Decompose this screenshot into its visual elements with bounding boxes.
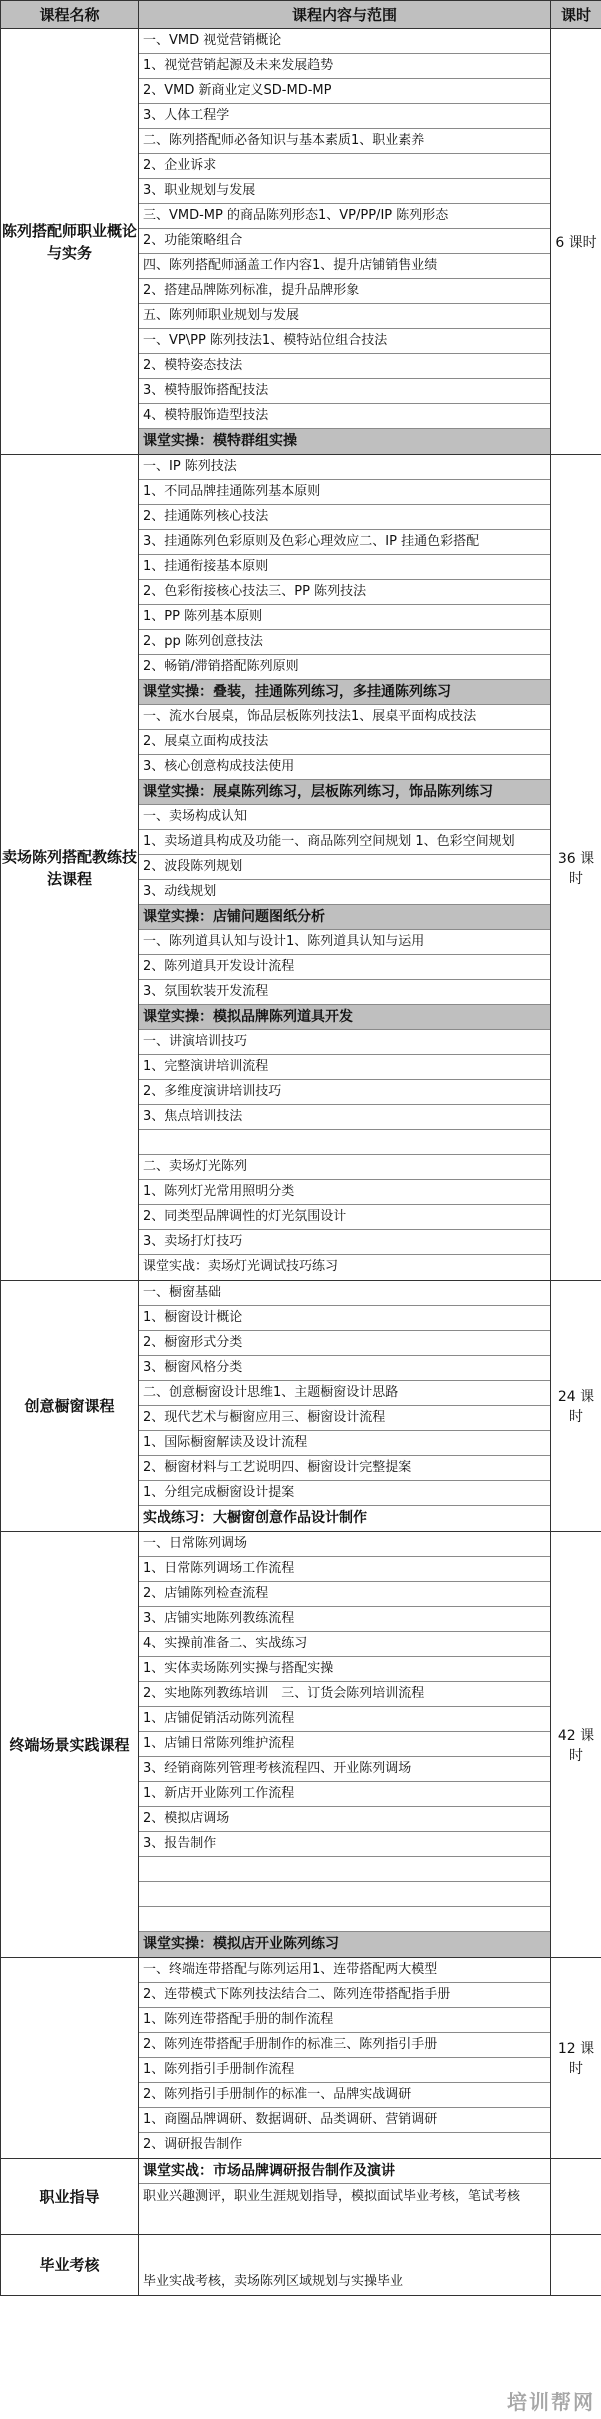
- career-hours-cell: [551, 2159, 601, 2235]
- content-row: 一、卖场构成认知: [139, 805, 550, 830]
- course-name-cell: 创意橱窗课程: [1, 1281, 139, 1532]
- practice-row: 课堂实操：店铺问题图纸分析: [139, 905, 550, 930]
- content-row: 1、分组完成橱窗设计提案: [139, 1481, 550, 1506]
- content-row: 2、展桌立面构成技法: [139, 730, 550, 755]
- content-row: 1、不同品牌挂通陈列基本原则: [139, 480, 550, 505]
- practice-row: 课堂实操：叠装，挂通陈列练习，多挂通陈列练习: [139, 680, 550, 705]
- course-hours-cell: 36 课时: [551, 455, 601, 1281]
- content-row: 2、同类型品牌调性的灯光氛围设计: [139, 1205, 550, 1230]
- content-row: 2、色彩衔接核心技法三、PP 陈列技法: [139, 580, 550, 605]
- content-row: 1、陈列连带搭配手册的制作流程: [139, 2008, 550, 2033]
- content-row: 3、动线规划: [139, 880, 550, 905]
- content-row: 3、经销商陈列管理考核流程四、开业陈列调场: [139, 1757, 550, 1782]
- content-row: 2、pp 陈列创意技法: [139, 630, 550, 655]
- header-hours: 课时: [551, 1, 601, 29]
- content-row: 2、陈列连带搭配手册制作的标准三、陈列指引手册: [139, 2033, 550, 2058]
- course-name-cell: 陈列搭配师职业概论与实务: [1, 29, 139, 455]
- course-table-body: [1, 29, 601, 2296]
- content-row: 一、VMD 视觉营销概论: [139, 29, 550, 54]
- content-row: 3、卖场打灯技巧: [139, 1230, 550, 1255]
- content-row: 3、职业规划与发展: [139, 179, 550, 204]
- content-row: 2、多维度演讲培训技巧: [139, 1080, 550, 1105]
- content-row: 1、PP 陈列基本原则: [139, 605, 550, 630]
- content-row: 二、创意橱窗设计思维1、主题橱窗设计思路: [139, 1381, 550, 1406]
- career-guidance-row: [1, 2159, 601, 2235]
- content-row: 一、终端连带搭配与陈列运用1、连带搭配两大模型: [139, 1958, 550, 1983]
- content-row: 一、陈列道具认知与设计1、陈列道具认知与运用: [139, 930, 550, 955]
- content-row: 4、模特服饰造型技法: [139, 404, 550, 429]
- course-section-row: [1, 1958, 601, 2159]
- content-row: 2、店铺陈列检查流程: [139, 1582, 550, 1607]
- course-hours-cell: 6 课时: [551, 29, 601, 455]
- graduation-content-cell: [139, 2235, 551, 2296]
- content-row: 1、日常陈列调场工作流程: [139, 1557, 550, 1582]
- content-row: 3、报告制作: [139, 1832, 550, 1857]
- content-row: 1、店铺促销活动陈列流程: [139, 1707, 550, 1732]
- course-section-row: [1, 1281, 601, 1532]
- course-content-cell: [139, 29, 551, 455]
- course-section-row: [1, 29, 601, 455]
- empty-row: [139, 1130, 550, 1155]
- content-row: 1、挂通衔接基本原则: [139, 555, 550, 580]
- content-row: 1、卖场道具构成及功能一、商品陈列空间规划 1、色彩空间规划: [139, 830, 550, 855]
- content-row: 3、橱窗风格分类: [139, 1356, 550, 1381]
- career-guidance-text: 职业兴趣测评，职业生涯规划指导，模拟面试毕业考核，笔试考核: [143, 2189, 521, 2204]
- graduation-hours-cell: [551, 2235, 601, 2296]
- practice-row: 课堂实操：展桌陈列练习，层板陈列练习，饰品陈列练习: [139, 780, 550, 805]
- content-row: 课堂实战：卖场灯光调试技巧练习: [143, 1259, 339, 1274]
- course-name-cell: 卖场陈列搭配教练技法课程: [1, 455, 139, 1281]
- content-row: 3、挂通陈列色彩原则及色彩心理效应二、IP 挂通色彩搭配: [139, 530, 550, 555]
- practice-row: 课堂实操：模特群组实操: [139, 429, 550, 454]
- content-row: 一、VP\PP 陈列技法1、模特站位组合技法: [139, 329, 550, 354]
- content-row: 1、视觉营销起源及未来发展趋势: [139, 54, 550, 79]
- content-row: 2、模拟店调场: [139, 1807, 550, 1832]
- content-row: 2、模特姿态技法: [139, 354, 550, 379]
- content-row: 五、陈列师职业规划与发展: [139, 304, 550, 329]
- content-row: 3、店铺实地陈列教练流程: [139, 1607, 550, 1632]
- content-row: 1、陈列灯光常用照明分类: [139, 1180, 550, 1205]
- content-row: 1、实体卖场陈列实操与搭配实操: [139, 1657, 550, 1682]
- content-row: 一、橱窗基础: [139, 1281, 550, 1306]
- watermark: 培训帮网: [507, 2390, 595, 2414]
- course-section-row: [1, 1532, 601, 1958]
- content-row: 1、国际橱窗解读及设计流程: [139, 1431, 550, 1456]
- header-course-name: 课程名称: [1, 1, 139, 29]
- career-guidance-content: [139, 2159, 551, 2235]
- content-row: 2、陈列道具开发设计流程: [139, 955, 550, 980]
- course-content-cell: [139, 1281, 551, 1532]
- content-row: 一、流水台展桌，饰品层板陈列技法1、展桌平面构成技法: [139, 705, 550, 730]
- content-row: 3、人体工程学: [139, 104, 550, 129]
- content-row: 3、氛围软装开发流程: [139, 980, 550, 1005]
- content-row: 实战练习：大橱窗创意作品设计制作: [143, 1510, 367, 1526]
- content-row: 1、陈列指引手册制作流程: [139, 2058, 550, 2083]
- empty-row: [139, 1907, 550, 1932]
- content-row: 一、IP 陈列技法: [139, 455, 550, 480]
- content-row: 一、讲演培训技巧: [139, 1030, 550, 1055]
- content-row: 1、橱窗设计概论: [139, 1306, 550, 1331]
- content-row: 3、模特服饰搭配技法: [139, 379, 550, 404]
- content-row: 四、陈列搭配师涵盖工作内容1、提升店铺销售业绩: [139, 254, 550, 279]
- content-row: 二、卖场灯光陈列: [139, 1155, 550, 1180]
- content-row: 2、调研报告制作: [143, 2137, 243, 2152]
- practice-row: 课堂实操：模拟品牌陈列道具开发: [139, 1005, 550, 1030]
- practice-row: 课堂实操：模拟店开业陈列练习: [139, 1932, 550, 1957]
- content-row: 3、核心创意构成技法使用: [139, 755, 550, 780]
- content-row: 二、陈列搭配师必备知识与基本素质1、职业素养: [139, 129, 550, 154]
- content-row: 2、橱窗材料与工艺说明四、橱窗设计完整提案: [139, 1456, 550, 1481]
- content-row: 4、实操前准备二、实战练习: [139, 1632, 550, 1657]
- content-row: 2、畅销/滞销搭配陈列原则: [139, 655, 550, 680]
- course-hours-cell: 42 课时: [551, 1532, 601, 1958]
- course-hours-cell: 12 课时: [551, 1958, 601, 2159]
- content-row: 2、功能策略组合: [139, 229, 550, 254]
- empty-row: [139, 1882, 550, 1907]
- career-practice-row: 课堂实战：市场品牌调研报告制作及演讲: [139, 2159, 550, 2184]
- content-row: 1、商圈品牌调研、数据调研、品类调研、营销调研: [139, 2108, 550, 2133]
- career-guidance-title: 职业指导: [1, 2159, 139, 2235]
- header-content: 课程内容与范围: [139, 1, 551, 29]
- course-content-cell: [139, 1958, 551, 2159]
- content-row: 2、现代艺术与橱窗应用三、橱窗设计流程: [139, 1406, 550, 1431]
- course-section-row: [1, 455, 601, 1281]
- graduation-text: 毕业实战考核，卖场陈列区域规划与实操毕业: [143, 2274, 404, 2289]
- content-row: 1、新店开业陈列工作流程: [139, 1782, 550, 1807]
- content-row: 2、搭建品牌陈列标准，提升品牌形象: [139, 279, 550, 304]
- content-row: 三、VMD-MP 的商品陈列形态1、VP/PP/IP 陈列形态: [139, 204, 550, 229]
- content-row: 2、VMD 新商业定义SD-MD-MP: [139, 79, 550, 104]
- content-row: 3、焦点培训技法: [139, 1105, 550, 1130]
- content-row: 1、完整演讲培训流程: [139, 1055, 550, 1080]
- content-row: 2、挂通陈列核心技法: [139, 505, 550, 530]
- content-row: 一、日常陈列调场: [139, 1532, 550, 1557]
- content-row: 2、连带模式下陈列技法结合二、陈列连带搭配指手册: [139, 1983, 550, 2008]
- header-row: [1, 1, 601, 29]
- graduation-title: 毕业考核: [1, 2235, 139, 2296]
- course-name-cell: 终端场景实践课程: [1, 1532, 139, 1958]
- content-row: 2、波段陈列规划: [139, 855, 550, 880]
- course-hours-cell: 24 课时: [551, 1281, 601, 1532]
- content-row: 2、陈列指引手册制作的标准一、品牌实战调研: [139, 2083, 550, 2108]
- course-content-cell: [139, 1532, 551, 1958]
- course-content-cell: [139, 455, 551, 1281]
- content-row: 2、企业诉求: [139, 154, 550, 179]
- content-row: 2、橱窗形式分类: [139, 1331, 550, 1356]
- course-name-cell: [1, 1958, 139, 2159]
- graduation-row: [1, 2235, 601, 2296]
- content-row: 2、实地陈列教练培训 三、订货会陈列培训流程: [139, 1682, 550, 1707]
- content-row: 1、店铺日常陈列维护流程: [139, 1732, 550, 1757]
- empty-row: [139, 1857, 550, 1882]
